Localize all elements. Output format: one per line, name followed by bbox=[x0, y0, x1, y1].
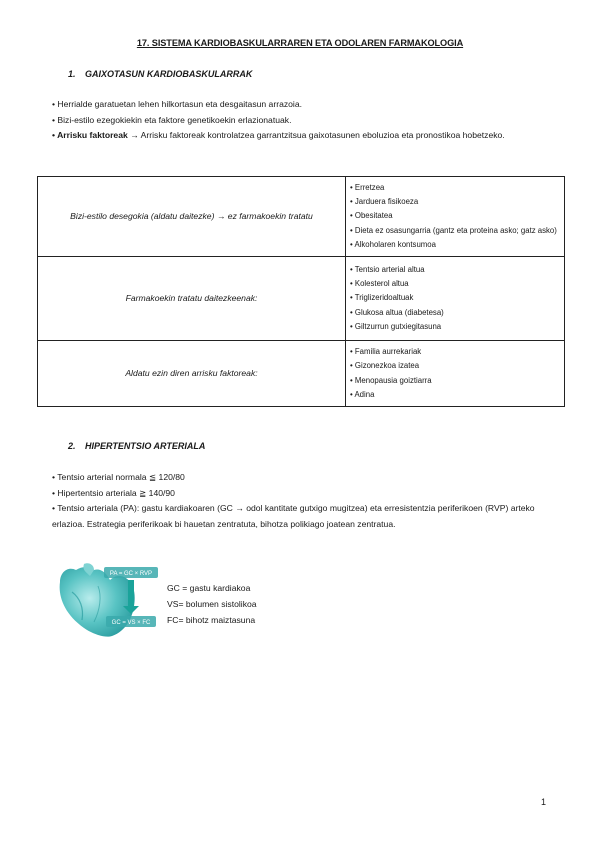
legend-item: FC= bihotz maiztasuna bbox=[167, 615, 256, 625]
section-1-bullets bbox=[52, 97, 552, 144]
list-item: • Glukosa altua (diabetesa) bbox=[350, 307, 444, 317]
list-item: • Jarduera fisikoeza bbox=[350, 197, 419, 207]
section-1-number: 1. bbox=[68, 69, 76, 79]
list-item: • Erretzea bbox=[350, 183, 385, 192]
list-item: • Alkoholaren kontsumoa bbox=[350, 239, 436, 249]
table-row bbox=[38, 177, 565, 257]
table-row-label: Aldatu ezin diren arrisku faktoreak: bbox=[38, 341, 346, 407]
bullet-item: • Tentsio arterial normala ≦ 120/80 bbox=[52, 472, 185, 482]
section-2-heading bbox=[68, 441, 205, 451]
section-2-bullets bbox=[52, 470, 552, 532]
legend-item: VS= bolumen sistolikoa bbox=[167, 599, 257, 609]
risk-factors-table bbox=[37, 176, 565, 407]
list-item: • Familia aurrekariak bbox=[350, 347, 422, 357]
table-row bbox=[38, 257, 565, 341]
list-item: • Menopausia goiztiarra bbox=[350, 375, 432, 385]
list-item: • Obesitatea bbox=[350, 211, 393, 221]
list-item: • Dieta ez osasungarria (gantz eta proteina asko; gatz asko) bbox=[350, 225, 557, 235]
table-row-items bbox=[346, 177, 565, 257]
bullet-bold-term: • Arrisku faktoreak bbox=[52, 130, 128, 140]
bullet-item: • Bizi-estilo ezegokiekin eta faktore genetikoekin erlazionatuak. bbox=[52, 114, 292, 125]
table-row-label: Farmakoekin tratatu daitezkeenak: bbox=[38, 257, 346, 341]
table-row-items bbox=[346, 257, 565, 341]
list-item: • Gizonezkoa izatea bbox=[350, 361, 420, 371]
list-item: • Triglizeridoaltuak bbox=[350, 293, 414, 303]
figure-legend bbox=[167, 580, 257, 628]
list-item: • Adina bbox=[350, 389, 375, 399]
bullet-rest: → Arrisku faktoreak kontrolatzea garrantzitsua gaixotasunen eboluzioa eta pronostikoa hobetzeko. bbox=[127, 130, 505, 140]
table-row-items bbox=[346, 341, 565, 407]
bullet-item: • Herrialde garatuetan lehen hilkortasun eta desgaitasun arrazoia. bbox=[52, 99, 302, 109]
list-item: • Giltzurrun gutxiegitasuna bbox=[350, 321, 442, 331]
document-title: 17. SISTEMA KARDIOBASKULARRAREN ETA ODOLAREN FARMAKOLOGIA bbox=[136, 38, 464, 48]
heart-illustration bbox=[54, 562, 164, 640]
bullet-item: • Hipertentsio arteriala ≧ 140/90 bbox=[52, 487, 175, 498]
formula-bottom: GC = VS × FC bbox=[111, 620, 151, 626]
list-item: • Kolesterol altua bbox=[350, 279, 409, 289]
section-1-title: GAIXOTASUN KARDIOBASKULARRAK bbox=[85, 69, 253, 79]
legend-item: GC = gastu kardiakoa bbox=[167, 583, 251, 593]
bullet-item-risk-factors bbox=[52, 128, 552, 144]
formula-top: PA = GC × RVP bbox=[109, 571, 153, 577]
bullet-item: • Tentsio arteriala (PA): gastu kardiakoaren (GC → odol kantitate gutxigo mugitzea) eta erresistentzia periferikoen (RVP) arteko erlazioa. Estrategia periferikoak bi hauetan zentratuta, bihotza polikiago joatean zentratua. bbox=[52, 503, 535, 529]
section-1-heading bbox=[68, 69, 252, 79]
section-2-number: 2. bbox=[68, 441, 76, 451]
page-number: 1 bbox=[541, 797, 547, 807]
section-2-title: HIPERTENTSIO ARTERIALA bbox=[85, 441, 206, 451]
table-row bbox=[38, 341, 565, 407]
list-item: • Tentsio arterial altua bbox=[350, 265, 425, 274]
table-row-label: Bizi-estilo desegokia (aldatu daitezke) → ez farmakoekin tratatu bbox=[38, 177, 346, 257]
